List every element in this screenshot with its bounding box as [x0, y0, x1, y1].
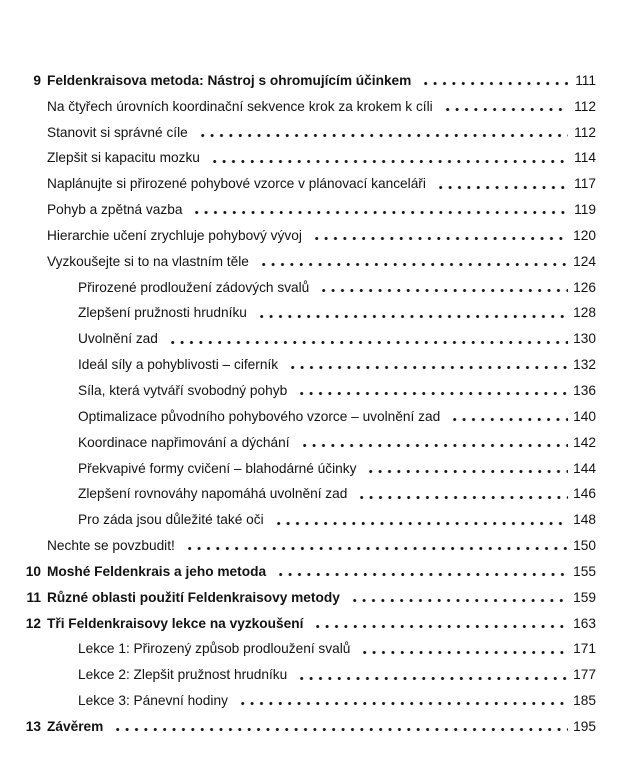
- dot-leader: [190, 192, 568, 218]
- dot-leader: [310, 218, 568, 244]
- entry-title: Uvolnění zad: [78, 331, 158, 347]
- toc-entry: [24, 218, 596, 244]
- entry-title: Optimalizace původního pohybového vzorce – uvolnění zad: [78, 408, 441, 424]
- entry-title: Různé oblasti použití Feldenkraisovy metody: [47, 589, 340, 605]
- toc-entry: [24, 192, 596, 218]
- entry-title: Lekce 2: Zlepšit pružnost hrudníku: [78, 667, 288, 683]
- dot-leader: [208, 141, 568, 167]
- dot-leader: [272, 502, 568, 528]
- dot-leader: [236, 683, 568, 709]
- toc-entry: [24, 606, 596, 632]
- entry-title: Feldenkraisova metoda: Nástroj s ohromujícím účinkem: [47, 72, 412, 88]
- entry-page-number: 126: [573, 279, 596, 295]
- toc-entry: [24, 502, 596, 528]
- entry-title: Závěrem: [47, 718, 104, 734]
- entry-page-number: 185: [573, 693, 596, 709]
- dot-leader: [358, 632, 568, 658]
- chapter-number: 10: [25, 563, 41, 579]
- toc-entry: [24, 166, 596, 192]
- toc-entry: [24, 657, 596, 683]
- dot-leader: [364, 451, 568, 477]
- dot-leader: [257, 244, 568, 270]
- toc-entry: [24, 89, 596, 115]
- entry-title: Přirozené prodloužení zádových svalů: [78, 279, 310, 295]
- entry-title: Zlepšení rovnováhy napomáhá uvolnění zad: [78, 486, 348, 502]
- dot-leader: [434, 166, 568, 192]
- entry-title: Tři Feldenkraisovy lekce na vyzkoušení: [47, 615, 304, 631]
- entry-title: Stanovit si správné cíle: [47, 124, 188, 140]
- toc-entry: [24, 451, 596, 477]
- entry-page-number: 130: [573, 331, 596, 347]
- entry-title: Nechte se povzbudit!: [47, 538, 175, 554]
- dot-leader: [183, 528, 568, 554]
- entry-page-number: 140: [573, 408, 596, 424]
- entry-page-number: 119: [574, 202, 596, 218]
- entry-title: Koordinace napřimování a dýchání: [78, 434, 290, 450]
- dot-leader: [355, 477, 568, 503]
- entry-title: Pohyb a zpětná vazba: [47, 202, 183, 218]
- toc-entry: [24, 425, 596, 451]
- entry-page-number: 146: [573, 486, 596, 502]
- toc-entry: [24, 347, 596, 373]
- entry-title: Lekce 3: Pánevní hodiny: [78, 693, 228, 709]
- dot-leader: [348, 580, 568, 606]
- toc-entry: [24, 63, 596, 89]
- toc-entry: [24, 244, 596, 270]
- entry-page-number: 120: [573, 227, 596, 243]
- dot-leader: [295, 657, 568, 683]
- entry-page-number: 112: [574, 98, 596, 114]
- entry-page-number: 117: [574, 176, 596, 192]
- entry-title: Pro záda jsou důležité také oči: [78, 512, 264, 528]
- entry-page-number: 171: [573, 641, 596, 657]
- toc-entry: [24, 141, 596, 167]
- dot-leader: [419, 63, 568, 89]
- entry-title: Na čtyřech úrovních koordinační sekvence krok za krokem k cíli: [47, 98, 433, 114]
- entry-page-number: 136: [573, 382, 596, 398]
- entry-page-number: 112: [574, 124, 596, 140]
- entry-title: Překvapivé formy cvičení – blahodárné účinky: [78, 460, 357, 476]
- chapter-number: 9: [33, 72, 41, 88]
- entry-title: Ideál síly a pohyblivosti – ciferník: [78, 357, 279, 373]
- toc-entry: [24, 528, 596, 554]
- entry-title: Moshé Feldenkrais a jeho metoda: [47, 563, 267, 579]
- entry-page-number: 144: [573, 460, 596, 476]
- toc-entry: [24, 296, 596, 322]
- chapter-number: 11: [26, 589, 41, 605]
- entry-title: Naplánujte si přirozené pohybové vzorce v plánovací kanceláři: [47, 176, 426, 192]
- toc-entry: [24, 683, 596, 709]
- dot-leader: [166, 321, 568, 347]
- toc-entry: [24, 270, 596, 296]
- entry-title: Vyzkoušejte si to na vlastním těle: [47, 253, 249, 269]
- entry-page-number: 132: [573, 357, 596, 373]
- toc-entry: [24, 632, 596, 658]
- dot-leader: [274, 554, 568, 580]
- dot-leader: [111, 709, 568, 735]
- toc-entry: [24, 580, 596, 606]
- entry-page-number: 150: [573, 538, 596, 554]
- toc-entry: [24, 373, 596, 399]
- entry-title: Zlepšení pružnosti hrudníku: [78, 305, 247, 321]
- dot-leader: [441, 89, 568, 115]
- dot-leader: [448, 399, 568, 425]
- toc-entry: [24, 115, 596, 141]
- entry-title: Síla, která vytváří svobodný pohyb: [78, 382, 288, 398]
- entry-title: Lekce 1: Přirozený způsob prodloužení svalů: [78, 641, 351, 657]
- dot-leader: [311, 606, 568, 632]
- dot-leader: [317, 270, 568, 296]
- entry-page-number: 114: [574, 150, 596, 166]
- dot-leader: [295, 373, 568, 399]
- chapter-number: 12: [25, 615, 41, 631]
- entry-page-number: 148: [573, 512, 596, 528]
- entry-page-number: 155: [573, 563, 596, 579]
- entry-page-number: 195: [573, 718, 596, 734]
- entry-page-number: 159: [573, 589, 596, 605]
- dot-leader: [196, 115, 568, 141]
- entry-page-number: 142: [573, 434, 596, 450]
- entry-title: Zlepšit si kapacitu mozku: [47, 150, 200, 166]
- entry-title: Hierarchie učení zrychluje pohybový vývoj: [47, 227, 302, 243]
- dot-leader: [255, 296, 568, 322]
- toc-entry: [24, 399, 596, 425]
- toc-entry: [24, 709, 596, 735]
- entry-page-number: 163: [573, 615, 596, 631]
- entry-page-number: 177: [573, 667, 596, 683]
- dot-leader: [298, 425, 568, 451]
- entry-page-number: 128: [573, 305, 596, 321]
- entry-page-number: 111: [575, 72, 596, 88]
- toc-entry: [24, 321, 596, 347]
- toc-entry: [24, 554, 596, 580]
- toc-entry: [24, 477, 596, 503]
- dot-leader: [286, 347, 568, 373]
- chapter-number: 13: [25, 718, 41, 734]
- entry-page-number: 124: [573, 253, 596, 269]
